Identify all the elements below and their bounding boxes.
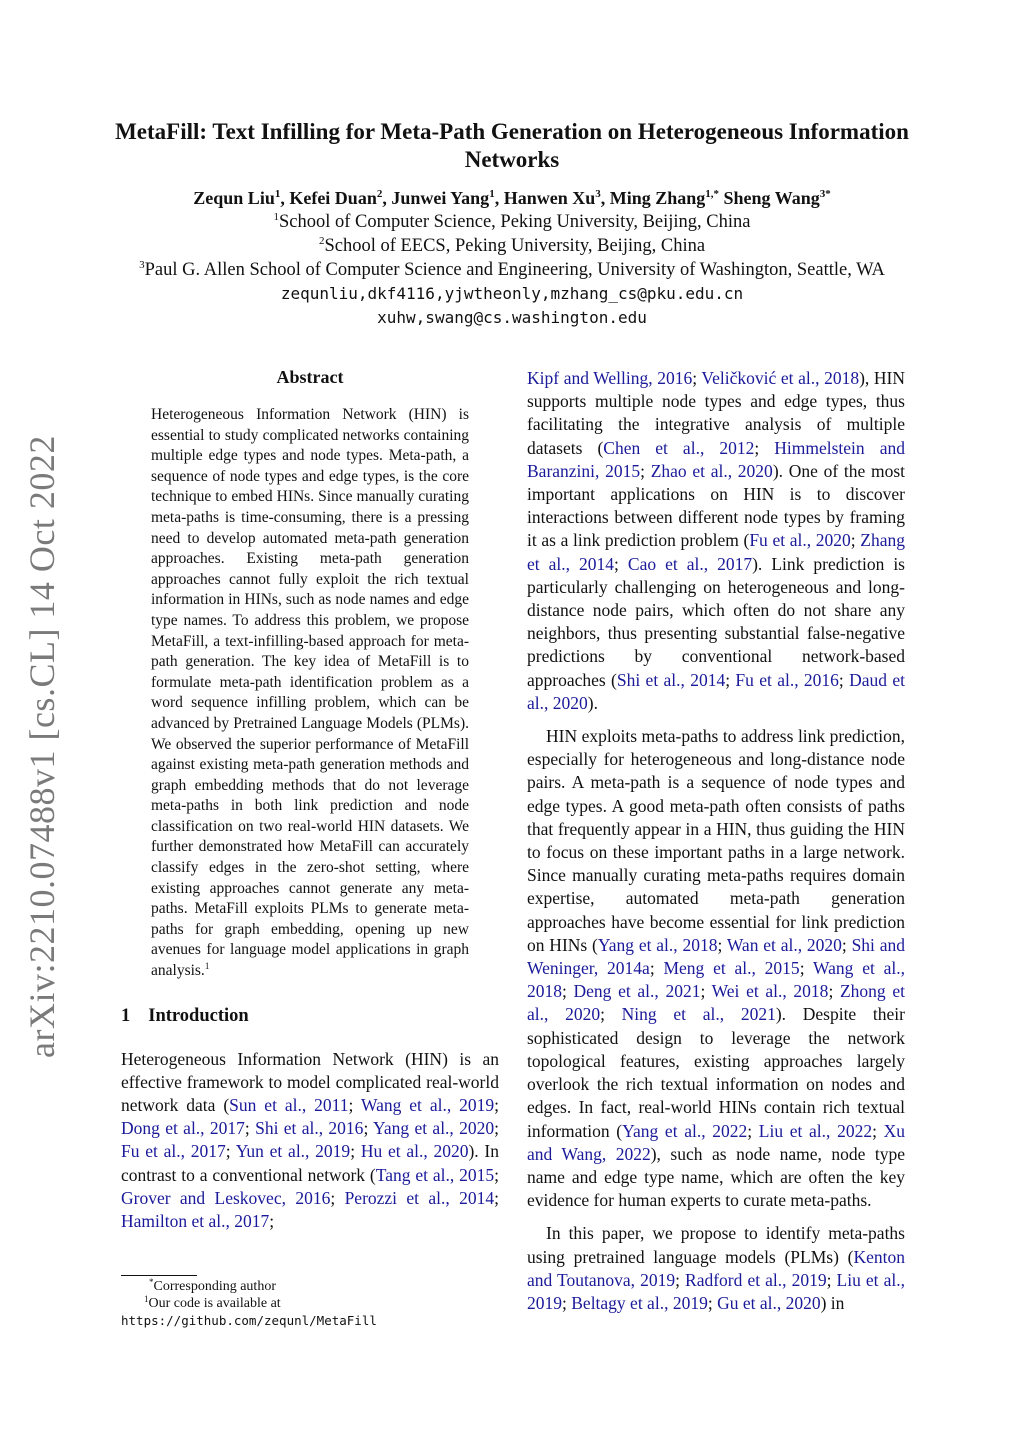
email-line-2: xuhw,swang@cs.washington.edu [377, 308, 647, 327]
paragraph-text: ). [587, 692, 598, 713]
citation-link[interactable]: Zhong et al., 2020 [527, 981, 905, 1025]
intro-paragraph-3 [527, 725, 905, 1212]
paragraph-text: ; [700, 981, 712, 1002]
citation-link[interactable]: Deng et al., 2021 [573, 981, 701, 1002]
affiliation [100, 210, 924, 234]
citation-link[interactable]: Wei et al., 2018 [711, 981, 829, 1002]
affiliation [100, 258, 924, 282]
paragraph-text: ; [244, 1118, 256, 1139]
citation-link[interactable]: Kipf and Welling, 2016 [527, 368, 693, 388]
abstract-body [121, 405, 499, 982]
paragraph-text: ; [649, 958, 664, 979]
paragraph-text: ; [494, 1095, 499, 1116]
paper-header [100, 118, 924, 330]
affiliation-mark: 3 [139, 259, 145, 271]
citation-link[interactable]: Meng et al., 2015 [663, 958, 800, 979]
citation-link[interactable]: Hu et al., 2020 [360, 1141, 469, 1162]
paragraph-text: ), HIN supports multiple node types and edge types, thus facilitating the integrative analysis of multiple datasets ( [527, 368, 905, 458]
citation-link[interactable]: Tang et al., 2015 [375, 1164, 495, 1185]
citation-link[interactable]: Shi and Weninger, 2014a [527, 934, 905, 979]
citation-link[interactable]: Grover and Leskovec, 2016 [121, 1187, 331, 1208]
paragraph-text: ; [562, 981, 574, 1002]
paragraph-text: HIN exploits meta-paths to address link prediction, especially for heterogeneous and long-distance node pairs. A meta-path is a sequence of node types and edge types. A good meta-path often consists of paths that frequently appear in a HIN, thus guiding the HIN to focus on these important paths in a large network. Since manually curating meta-paths requires domain expertise, automated meta-path generation approaches have become essential for link prediction on HINs ( [527, 726, 905, 955]
paragraph-text: ; [269, 1211, 275, 1232]
paragraph-text: ; [692, 368, 702, 388]
author-affiliation-mark: 1 [489, 188, 495, 200]
citation-link[interactable]: Yang et al., 2020 [372, 1118, 495, 1139]
footnote-code [121, 1295, 499, 1330]
paragraph-text: ; [562, 1292, 572, 1313]
intro-paragraph-2 [527, 367, 905, 715]
citation-link[interactable]: Shi et al., 2016 [255, 1118, 364, 1139]
left-column [121, 365, 499, 1233]
email-line-1: zequnliu,dkf4116,yjwtheonly,mzhang_cs@pku.edu.cn [280, 284, 744, 303]
citation-link[interactable]: Xu and Wang, 2022 [527, 1120, 905, 1164]
affiliation [100, 234, 924, 258]
citation-link[interactable]: Yang et al., 2022 [622, 1120, 748, 1141]
paragraph-text: ; [494, 1187, 499, 1208]
citation-link[interactable]: Shi et al., 2014 [616, 669, 726, 690]
paragraph-text: ; [494, 1118, 500, 1139]
citation-link[interactable]: Liu et al., 2019 [527, 1269, 905, 1313]
intro-left-body [121, 1048, 499, 1234]
citation-link[interactable]: Yun et al., 2019 [235, 1141, 351, 1162]
footnote-mark-1: 1 [144, 1294, 149, 1304]
citation-link[interactable]: Sun et al., 2011 [229, 1095, 349, 1116]
author-name: Zequn Liu [193, 188, 275, 208]
section-title: Introduction [148, 1005, 249, 1026]
author-list: Zequn Liu$^1$, Kefei Duan$^2$, Junwei Yang$^1$, Hanwen Xu$^3$, Ming Zhang$^{1,*}$ Sheng Wang$^{3*}$ [193, 188, 831, 208]
abstract-heading: Abstract [276, 367, 344, 387]
code-repository-link[interactable]: https://github.com/zequnl/MetaFill [121, 1313, 377, 1328]
footnote-corresponding [121, 1278, 499, 1295]
author-affiliation-mark: 2 [376, 188, 383, 200]
citation-link[interactable]: Hamilton et al., 2017 [121, 1211, 270, 1232]
paragraph-text: ; [838, 669, 850, 690]
paragraph-text: ; [747, 1120, 759, 1141]
right-column [527, 367, 905, 1315]
citation-link[interactable]: Ning et al., 2021 [621, 1004, 776, 1025]
paragraph-text: ; [348, 1095, 361, 1116]
paragraph-text: ; [640, 460, 651, 481]
footnote-corresponding-text: Corresponding author [153, 1279, 276, 1294]
paragraph-text: ; [799, 958, 814, 979]
affiliation-text: Paul G. Allen School of Computer Science and Engineering, University of Washington, Seattle, WA [144, 260, 885, 280]
citation-link[interactable]: Daud et al., 2020 [527, 669, 905, 713]
paragraph-text: ; [494, 1164, 499, 1185]
citation-link[interactable]: Liu et al., 2022 [758, 1120, 873, 1141]
paragraph-text: ; [717, 934, 727, 955]
citation-link[interactable]: Gu et al., 2020 [717, 1292, 821, 1313]
paragraph-text: ). One of the most important applications on HIN is to discover interactions between different node types by framing it as a link prediction problem ( [527, 460, 906, 551]
paper-title: MetaFill: Text Infilling for Meta-Path Generation on Heterogeneous Information Networks [115, 119, 909, 172]
paragraph-text: ; [614, 553, 628, 574]
affiliation-text: School of EECS, Peking University, Beijing, China [324, 236, 706, 256]
paragraph-text: ; [350, 1141, 361, 1162]
paragraph-text: ; [600, 1004, 622, 1025]
affiliation-list [100, 210, 924, 282]
citation-link[interactable]: Beltagy et al., 2019 [571, 1292, 708, 1313]
paragraph-text: In this paper, we propose to identify meta-paths using pretrained language models (PLMs) ( [527, 1223, 905, 1267]
footnote-rule [121, 1275, 197, 1276]
citation-link[interactable]: Zhang et al., 2014 [527, 530, 905, 574]
paragraph-text: ; [707, 1292, 718, 1313]
author-name: Ming Zhang [609, 188, 706, 208]
section-number: 1 [121, 1005, 131, 1026]
paragraph-text: ), such as node name, node type name and edge type name, which are often the key evidence for human experts to curate meta-paths. [527, 1143, 906, 1211]
author-name: Junwei Yang [391, 188, 490, 208]
affiliation-text: School of Computer Science, Peking University, Beijing, China [278, 212, 751, 232]
paragraph-text: ; [841, 934, 852, 955]
citation-link[interactable]: Wang et al., 2018 [527, 958, 905, 1002]
citation-link[interactable]: Chen et al., 2012 [603, 437, 755, 458]
author-name: Kefei Duan [289, 188, 377, 208]
paragraph-text: ; [330, 1187, 345, 1208]
citation-link[interactable]: Fu et al., 2016 [735, 669, 839, 690]
author-affiliation-mark: 1 [274, 188, 281, 200]
intro-paragraph-1 [121, 1048, 499, 1234]
affiliation-mark: 1 [273, 211, 279, 223]
paragraph-text: ; [725, 669, 736, 690]
paragraph-text: ; [675, 1269, 686, 1290]
abstract-text: Heterogeneous Information Network (HIN) is essential to study complicated networks containing multiple edge types and node types. Meta-path, a sequence of node types and edge types, is the core technique to embed HINs. Since manually curating meta-paths is time-consuming, there is a pressing need to develop automated meta-path generation approaches. Existing meta-path generation approaches cannot fully exploit the rich textual information in HINs, such as node names and edge type names. To address this problem, we propose MetaFill, a text-infilling-based approach for meta-path generation. The key idea of MetaFill is to formulate meta-path identification problem as a word sequence infilling problem, which can be advanced by Pretrained Language Models (PLMs). We observed the superior performance of MetaFill against existing meta-path generation methods and graph embedding methods that do not leverage meta-paths in both link prediction and node classification on two real-world HIN datasets. We further demonstrated how MetaFill can accurately classify edges in the zero-shot setting, where existing approaches cannot generate any meta-paths. MetaFill exploits PLMs to generate meta-paths for graph embedding, opening up new avenues for language model applications in graph analysis. [151, 406, 469, 980]
citation-link[interactable]: Radford et al., 2019 [685, 1269, 827, 1290]
intro-paragraph-4 [527, 1222, 905, 1315]
paragraph-text: ). Link prediction is particularly challenging on heterogeneous and long-distance node pairs, which often do not share any neighbors, thus presenting substantial false-negative predictions by conventional network-based approaches ( [527, 553, 905, 690]
citation-link[interactable]: Cao et al., 2017 [627, 553, 753, 574]
paragraph-text: Heterogeneous Information Network (HIN) is an effective framework to model complicated real-world network data ( [121, 1048, 499, 1116]
section-heading-introduction [121, 1004, 499, 1028]
citation-link[interactable]: Himmelstein and Baranzini, 2015 [527, 437, 905, 481]
footnote-mark-star: * [149, 1277, 154, 1287]
citation-link[interactable]: Kenton and Toutanova, 2019 [527, 1246, 905, 1290]
citation-link[interactable]: Fu et al., 2020 [749, 530, 851, 551]
paragraph-text: ; [828, 981, 840, 1002]
citation-link[interactable]: Perozzi et al., 2014 [344, 1187, 495, 1208]
paragraph-text: ). Despite their sophisticated design to leverage the network topological features, existing approaches largely overlook the rich textual information on nodes and edges. In fact, real-world HINs contain rich textual information ( [527, 1004, 905, 1141]
abstract-footnote-mark: 1 [204, 961, 210, 972]
paragraph-text: ; [363, 1118, 373, 1139]
footnote-code-text: Our code is available at [148, 1296, 281, 1311]
author-affiliation-mark: 3* [819, 188, 831, 200]
citation-link[interactable]: Zhao et al., 2020 [650, 460, 773, 481]
citation-link[interactable]: Dong et al., 2017 [121, 1118, 245, 1139]
author-affiliation-mark: 1,* [705, 188, 719, 200]
footnotes [121, 1278, 499, 1330]
author-name: Sheng Wang [723, 188, 820, 208]
citation-link[interactable]: Wan et al., 2020 [726, 934, 842, 955]
affiliation-mark: 2 [318, 235, 325, 247]
paragraph-text: ; [225, 1141, 236, 1162]
paragraph-text: ). In contrast to a conventional network ( [121, 1141, 499, 1185]
paragraph-text: ; [850, 530, 861, 551]
paragraph-text: ; [826, 1269, 837, 1290]
paragraph-text: ) in [820, 1292, 845, 1313]
citation-link[interactable]: Wang et al., 2019 [360, 1095, 495, 1116]
author-name: Hanwen Xu [503, 188, 596, 208]
paragraph-text: ; [872, 1120, 884, 1141]
citation-link[interactable]: Fu et al., 2017 [121, 1141, 226, 1162]
citation-link[interactable]: Veličković et al., 2018 [701, 368, 860, 388]
citation-link[interactable]: Yang et al., 2018 [597, 934, 718, 955]
author-affiliation-mark: 3 [595, 188, 601, 200]
paragraph-text: ; [754, 437, 775, 458]
arxiv-identifier-stamp: arXiv:2210.07488v1 [cs.CL] 14 Oct 2022 [22, 435, 62, 1058]
